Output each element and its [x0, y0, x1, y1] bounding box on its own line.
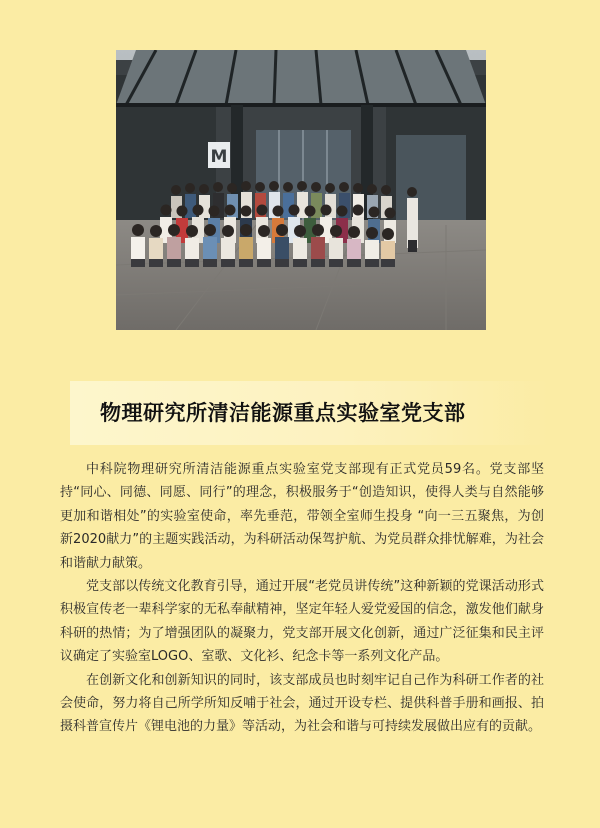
paragraph: 中科院物理研究所清洁能源重点实验室党支部现有正式党员59名。党支部坚持“同心、同德、同愿、同行”的理念，积极服务于“创造知识，使得人类与自然能够更加和谐相处”的实验室使命，率先垂范，带领全室师生投身 “向一三五聚焦，为创新2020献力”的主题实践活动，为科研活动保驾护航、为党员群众排忧解难，为社会和谐献力献策。 — [60, 462, 544, 571]
article-body — [60, 458, 544, 739]
page-title: 物理研究所清洁能源重点实验室党支部 — [100, 401, 466, 425]
group-photo — [116, 50, 486, 330]
building-sign-letter: M — [210, 147, 228, 167]
paragraph: 党支部以传统文化教育引导，通过开展“老党员讲传统”这种新颖的党课活动形式积极宣传老一辈科学家的无私奉献精神，坚定年轻人爱党爱国的信念，激发他们献身科研的热情；为了增强团队的凝聚力，党支部开展文化创新，通过广泛征集和民主评议确定了实验室LOGO、室歌、文化衫、纪念卡等一系列文化产品。 — [60, 579, 544, 665]
paragraph: 在创新文化和创新知识的同时，该支部成员也时刻牢记自己作为科研工作者的社会使命，努力将自己所学所知反哺于社会，通过开设专栏、提供科普手册和画报、拍摄科普宣传片《锂电池的力量》等活动，为社会和谐与可持续发展做出应有的贡献。 — [60, 672, 544, 735]
